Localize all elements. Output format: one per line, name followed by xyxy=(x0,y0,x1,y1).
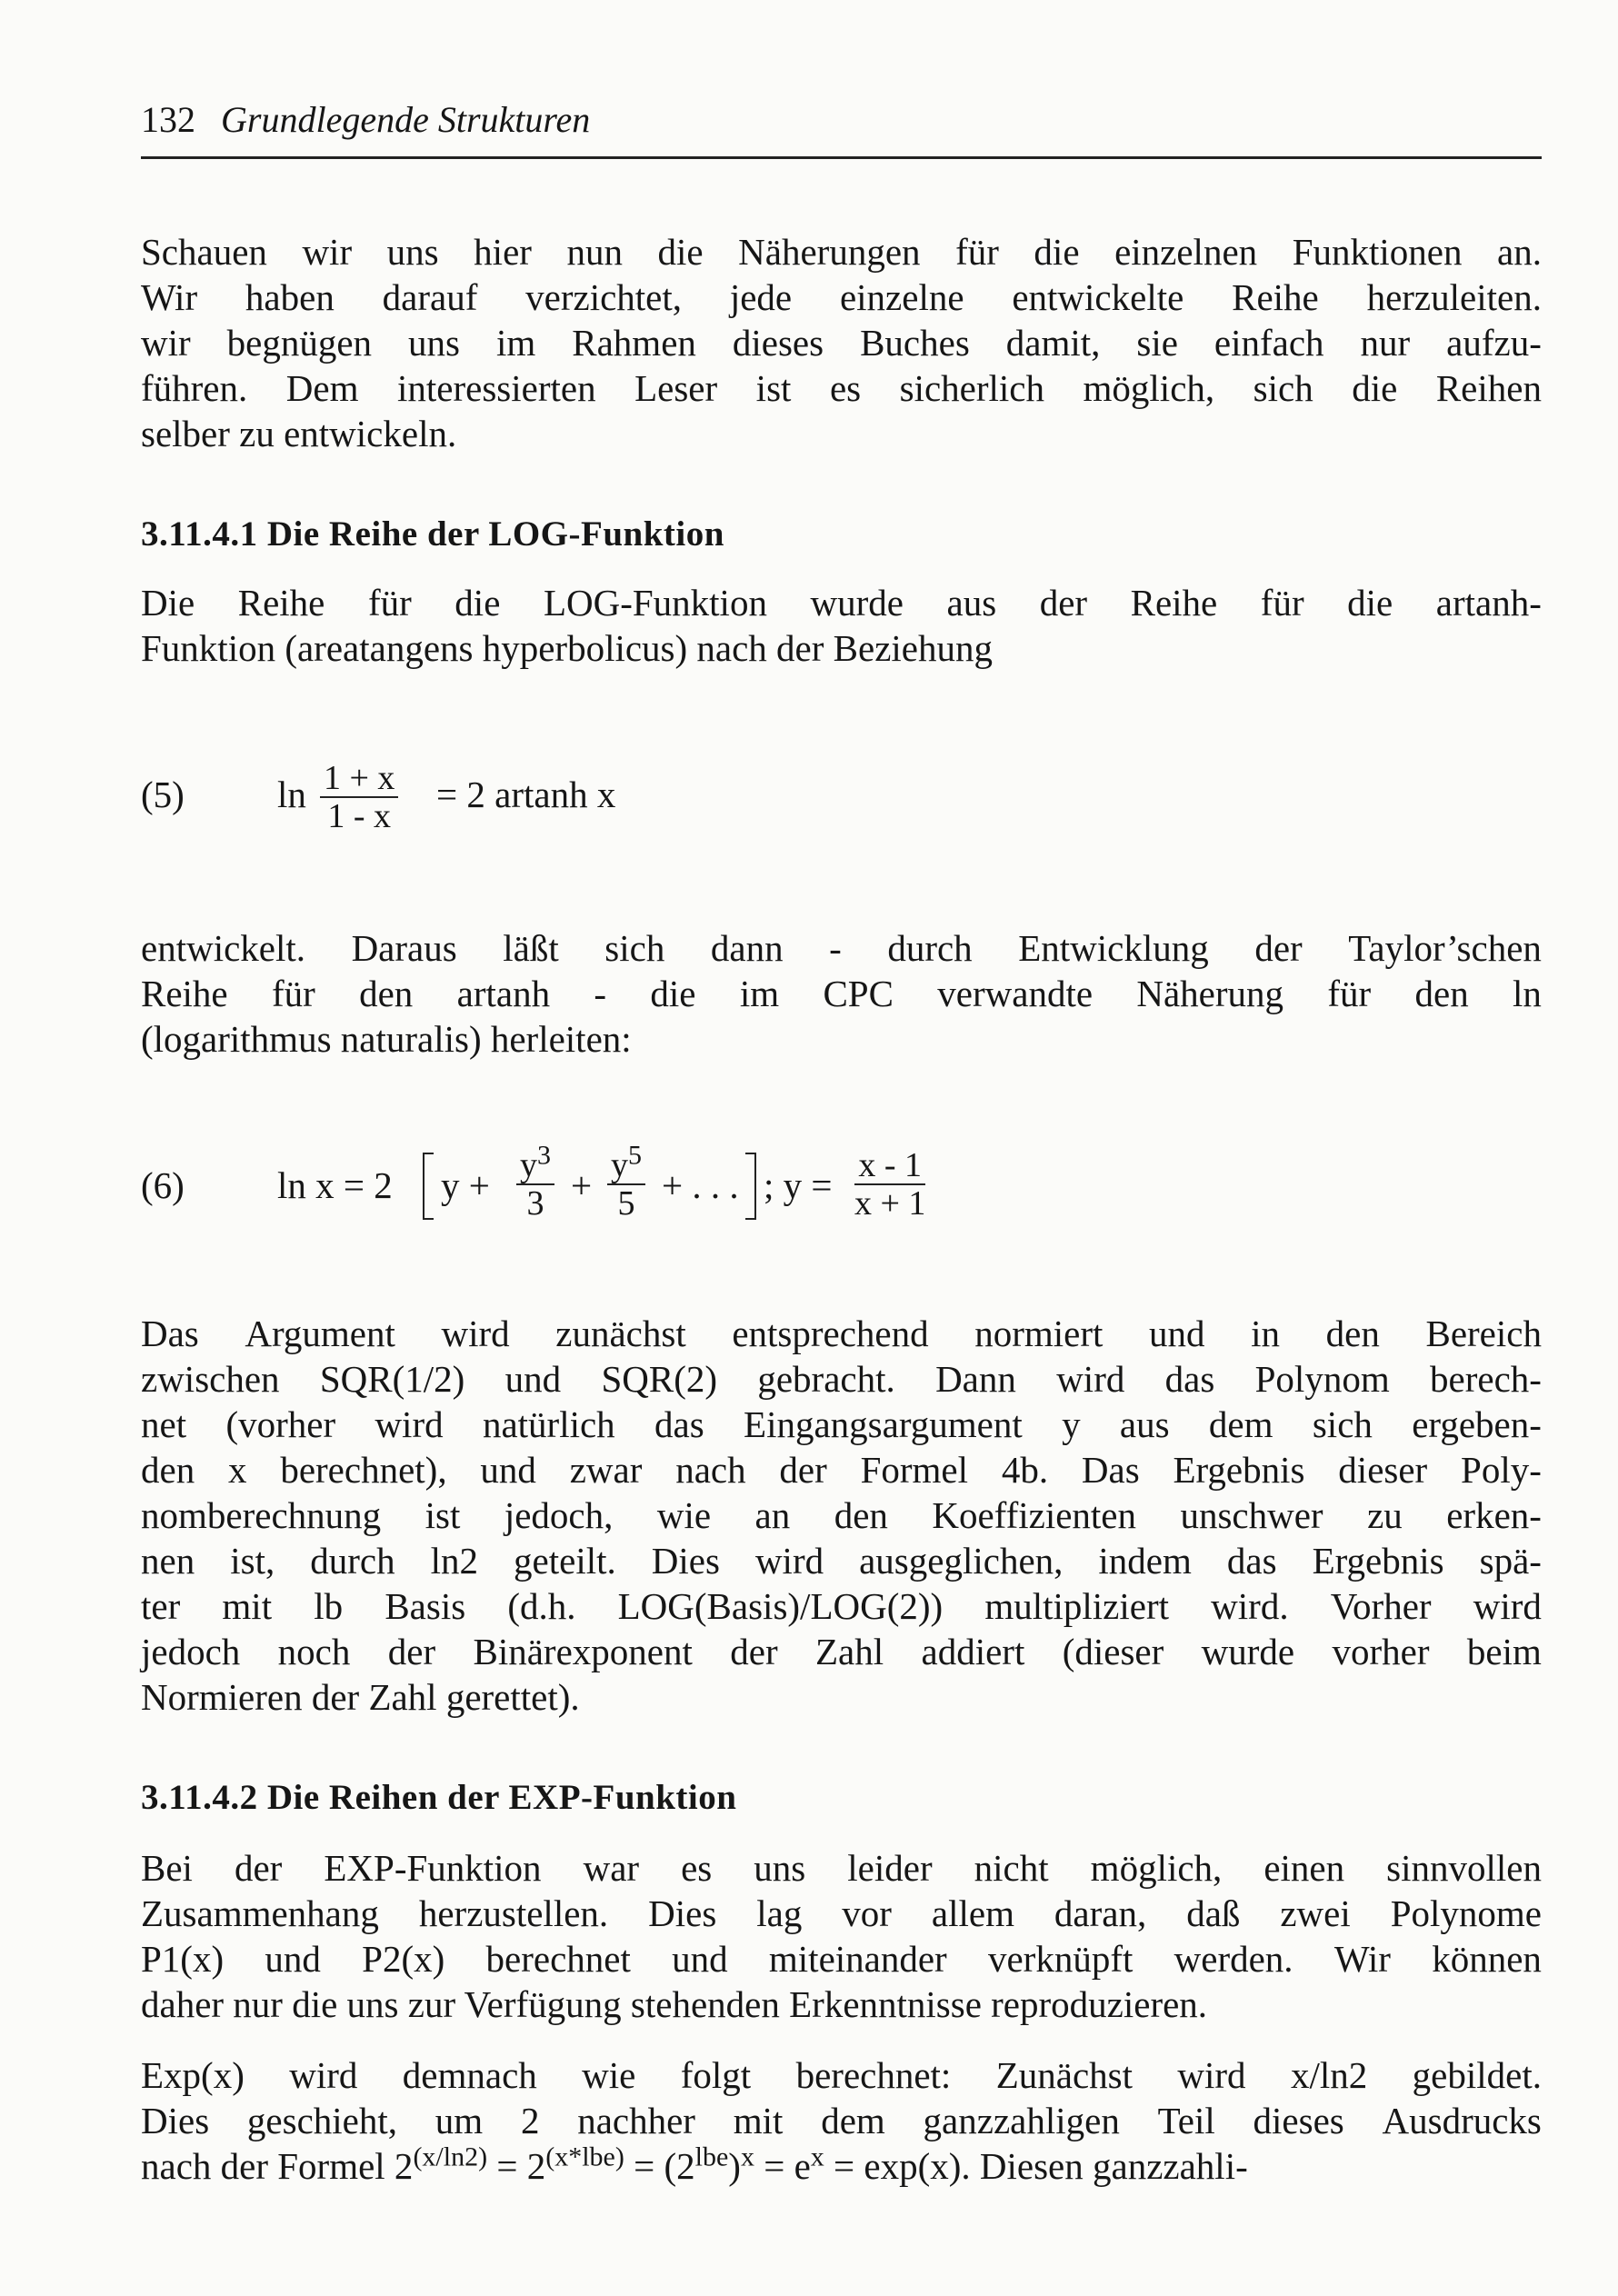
chapter-title: Grundlegende Strukturen xyxy=(221,99,591,140)
text-line: jedoch noch der Binärexponent der Zahl addiert (dieser wurde vorher beim xyxy=(141,1631,1542,1672)
text-line: Dies geschieht, um 2 nachher mit dem ganzzahligen Teil dieses Ausdrucks xyxy=(141,2100,1542,2141)
text-line: wir begnügen uns im Rahmen dieses Buches damit, sie einfach nur aufzu- xyxy=(141,322,1542,364)
section-heading-log: 3.11.4.1 Die Reihe der LOG-Funktion xyxy=(141,514,724,554)
text-line: nomberechnung ist jedoch, wie an den Koeffizienten unschwer zu erken- xyxy=(141,1494,1542,1536)
text-line: Das Argument wird zunächst entsprechend normiert und in den Bereich xyxy=(141,1313,1542,1354)
text-line: entwickelt. Daraus läßt sich dann - durch Entwicklung der Taylor’schen xyxy=(141,927,1542,969)
eq6-y: y + xyxy=(441,1164,490,1206)
equation-5-label: (5) xyxy=(141,774,185,815)
section-heading-exp: 3.11.4.2 Die Reihen der EXP-Funktion xyxy=(141,1778,737,1817)
left-bracket xyxy=(423,1153,434,1220)
text-line: Wir haben darauf verzichtet, jede einzelne entwickelte Reihe herzuleiten. xyxy=(141,276,1542,318)
log-paragraph-3 xyxy=(141,1311,1542,1720)
exp-paragraph-2 xyxy=(141,2052,1542,2189)
eq6-dots: + . . . xyxy=(662,1164,739,1206)
text-line: Funktion (areatangens hyperbolicus) nach der Beziehung xyxy=(141,627,993,669)
page-number: 132 xyxy=(141,99,195,140)
eq5-numerator: 1 + x xyxy=(320,760,398,798)
text-line: Reihe für den artanh - die im CPC verwandte Näherung für den ln xyxy=(141,973,1542,1014)
text-line: nen ist, durch ln2 geteilt. Dies wird ausgeglichen, indem das Ergebnis spä- xyxy=(141,1540,1542,1582)
eq6-term-y5: $\frac{y^5}{5}$ xyxy=(607,1147,645,1222)
eq6-lhs: ln x = 2 xyxy=(277,1164,393,1206)
eq5-denominator: 1 - x xyxy=(327,797,392,835)
text-line: den x berechnet), und zwar nach der Formel 4b. Das Ergebnis dieser Poly- xyxy=(141,1449,1542,1491)
text-line: net (vorher wird natürlich das Eingangsargument y aus dem sich ergeben- xyxy=(141,1403,1542,1445)
eq5-rhs: = 2 artanh x xyxy=(436,774,616,815)
right-bracket xyxy=(745,1153,756,1220)
text-line: ter mit lb Basis (d.h. LOG(Basis)/LOG(2)) multipliziert wird. Vorher wird xyxy=(141,1585,1542,1627)
text-line: führen. Dem interessierten Leser ist es sicherlich möglich, sich die Reihen xyxy=(141,367,1542,409)
text-line: selber zu entwickeln. xyxy=(141,413,457,454)
text-line: (logarithmus naturalis) herleiten: xyxy=(141,1018,632,1060)
text-line: daher nur die uns zur Verfügung stehenden Erkenntnisse reproduzieren. xyxy=(141,1983,1208,2025)
text-line: Zusammenhang herzustellen. Dies lag vor allem daran, daß zwei Polynome xyxy=(141,1892,1542,1934)
exp-paragraph-1 xyxy=(141,1845,1542,2027)
text-line: Exp(x) wird demnach wie folgt berechnet: Zunächst wird x/ln2 gebildet. xyxy=(141,2054,1542,2096)
text-line: Normieren der Zahl gerettet). xyxy=(141,1676,580,1718)
text-line: Schauen wir uns hier nun die Näherungen für die einzelnen Funktionen an. xyxy=(141,231,1542,273)
eq5-fraction xyxy=(320,760,398,834)
eq6-plus: + xyxy=(571,1164,593,1206)
eq6-y-eq: ; y = xyxy=(764,1164,833,1206)
intro-paragraph xyxy=(141,229,1542,456)
eq6-term-y3: $\frac{y^3}{3}$ xyxy=(516,1147,554,1222)
text-line: zwischen SQR(1/2) und SQR(2) gebracht. Dann wird das Polynom berech- xyxy=(141,1358,1542,1400)
text-line: Bei der EXP-Funktion war es uns leider nicht möglich, einen sinnvollen xyxy=(141,1847,1542,1889)
eq5-ln: ln xyxy=(277,774,306,815)
formula-line: nach der Formel $2^{(x/ln2)} = 2^{(x*lbe)} = (2^{lbe})^x = e^x = \exp(x)$. Diesen ganzzahli- xyxy=(141,2141,1248,2187)
header-rule xyxy=(141,156,1542,159)
equation-6-label: (6) xyxy=(141,1164,185,1206)
log-paragraph-1 xyxy=(141,580,1542,671)
text-line: Die Reihe für die LOG-Funktion wurde aus der Reihe für die artanh- xyxy=(141,582,1542,624)
eq6-ratio: $\frac{x - 1}{x + 1}$ xyxy=(854,1146,926,1223)
running-head xyxy=(141,98,590,141)
log-paragraph-2 xyxy=(141,925,1542,1062)
text-line: P1(x) und P2(x) berechnet und miteinander verknüpft werden. Wir können xyxy=(141,1938,1542,1980)
